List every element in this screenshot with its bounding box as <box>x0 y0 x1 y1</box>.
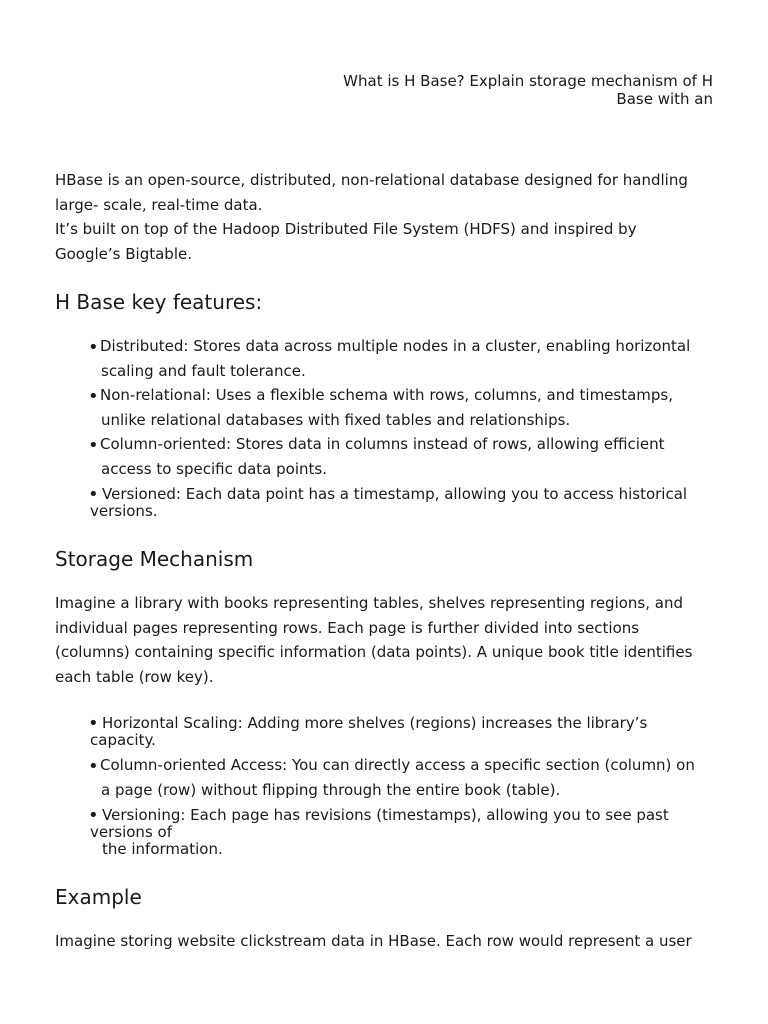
storage-bullet <box>90 715 730 749</box>
intro-paragraph <box>55 168 725 266</box>
paragraph-line: It’s built on top of the Hadoop Distributed File System (HDFS) and inspired by <box>55 220 637 239</box>
bullet-line: the information. <box>102 840 223 858</box>
bullet-line: versions. <box>90 502 158 520</box>
bullet-line: Non-relational: Uses a flexible schema with rows, columns, and timestamps, <box>100 386 674 404</box>
bullet-line: Distributed: Stores data across multiple nodes in a cluster, enabling horizontal <box>100 337 691 355</box>
bullet-line: scaling and fault tolerance. <box>101 361 306 380</box>
bullet-line: Column-oriented Access: You can directly access a specific section (column) on <box>100 756 695 774</box>
paragraph-line: (columns) containing specific information (data points). A unique book title identifies <box>55 643 693 662</box>
bullet-line: access to specific data points. <box>101 459 327 478</box>
bullet-line: Horizontal Scaling: Adding more shelves (regions) increases the library’s <box>102 714 648 732</box>
bullet-line: capacity. <box>90 731 156 749</box>
bullet-line: Versioned: Each data point has a timestamp, allowing you to access historical <box>102 485 688 503</box>
bullet-dot: • <box>88 386 99 407</box>
paragraph-line: Google’s Bigtable. <box>55 244 192 263</box>
paragraph-line: individual pages representing rows. Each page is further divided into sections <box>55 618 640 637</box>
example-paragraph <box>55 929 725 954</box>
storage-heading: Storage Mechanism <box>55 547 254 571</box>
storage-bullet <box>90 753 730 802</box>
storage-paragraph <box>55 591 725 689</box>
bullet-line: Versioning: Each page has revisions (timestamps), allowing you to see past <box>102 806 669 824</box>
feature-bullet <box>90 432 730 481</box>
bullet-line: a page (row) without flipping through the entire book (table). <box>101 780 561 799</box>
title-line: What is H Base? Explain storage mechanism of H <box>343 72 713 90</box>
paragraph-line: Imagine a library with books representing tables, shelves representing regions, and <box>55 594 684 612</box>
example-heading: Example <box>55 885 142 909</box>
storage-bullet <box>90 807 730 858</box>
feature-bullet <box>90 486 730 520</box>
paragraph-line: large- scale, real-time data. <box>55 195 263 214</box>
bullet-dot: • <box>88 484 99 505</box>
feature-bullet <box>90 334 730 383</box>
bullet-dot: • <box>88 756 99 777</box>
bullet-dot: • <box>88 435 99 456</box>
document-title <box>253 72 713 108</box>
bullet-line: Column-oriented: Stores data in columns instead of rows, allowing efficient <box>100 435 665 453</box>
paragraph-line: each table (row key). <box>55 667 214 686</box>
bullet-dot: • <box>88 713 99 734</box>
title-line: Base with an <box>616 90 713 108</box>
feature-bullet <box>90 383 730 432</box>
bullet-line: versions of <box>90 823 172 841</box>
paragraph-line: HBase is an open-source, distributed, non-relational database designed for handling <box>55 171 688 189</box>
bullet-dot: • <box>88 337 99 358</box>
bullet-line: unlike relational databases with fixed tables and relationships. <box>101 410 571 429</box>
paragraph-line: Imagine storing website clickstream data in HBase. Each row would represent a user <box>55 932 692 950</box>
bullet-dot: • <box>88 805 99 826</box>
features-heading: H Base key features: <box>55 290 263 314</box>
